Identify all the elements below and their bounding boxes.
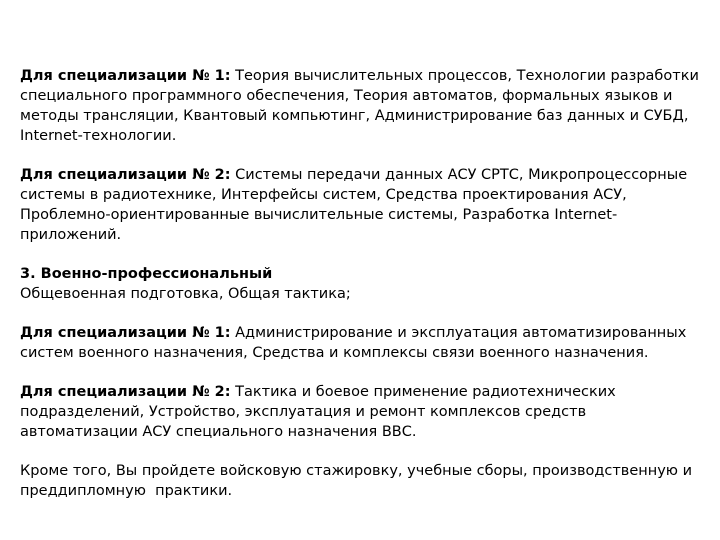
internship-text: Кроме того, Вы пройдете войсковую стажировку, учебные сборы, производственную и преддипломную практики.: [20, 463, 697, 499]
specialization-2-heading: Для специализации № 2:: [20, 167, 231, 183]
military-specialization-1-heading: Для специализации № 1:: [20, 325, 231, 341]
military-specialization-2-heading: Для специализации № 2:: [20, 384, 231, 400]
internship-paragraph: [20, 461, 700, 501]
slide-text-content: [20, 66, 700, 520]
military-specialization-2-text: Тактика и боевое применение радиотехнических подразделений, Устройство, эксплуатация и ремонт комплексов средств автоматизации АСУ специального назначения ВВС.: [20, 384, 616, 440]
military-professional-paragraph: [20, 264, 700, 304]
specialization-2-paragraph: [20, 165, 700, 245]
military-professional-heading: 3. Военно-профессиональный: [20, 266, 273, 282]
specialization-1-heading: Для специализации № 1:: [20, 68, 231, 84]
military-professional-text: Общевоенная подготовка, Общая тактика;: [20, 286, 351, 302]
specialization-2-text: Системы передачи данных АСУ СРТС, Микропроцессорные системы в радиотехнике, Интерфейсы систем, Средства проектирования АСУ, Проблемно-ориентированные вычислительные системы, Разработка Internet-приложений.: [20, 167, 688, 243]
specialization-1-paragraph: [20, 66, 700, 146]
military-specialization-1-paragraph: [20, 323, 700, 363]
specialization-1-text: Теория вычислительных процессов, Технологии разработки специального программного обеспечения, Теория автоматов, формальных языков и методы трансляции, Квантовый компьютинг, Администрирование баз данных и СУБД, Internet-технологии.: [20, 68, 699, 144]
military-specialization-2-paragraph: [20, 382, 700, 442]
military-specialization-1-text: Администрирование и эксплуатация автоматизированных систем военного назначения, Средства и комплексы связи военного назначения.: [20, 325, 687, 361]
